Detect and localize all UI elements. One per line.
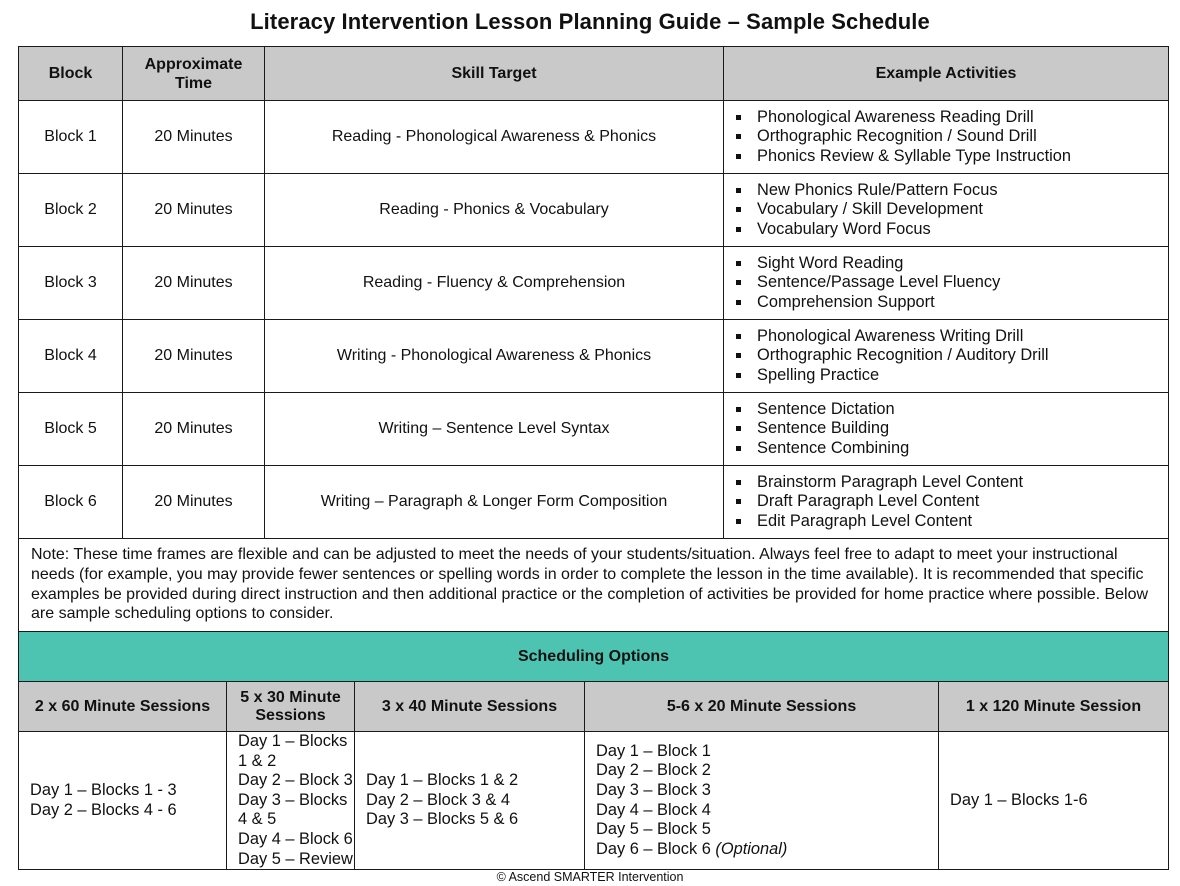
scheduling-options-row	[19, 732, 1169, 870]
activity-item: Sight Word Reading	[732, 254, 1168, 274]
option-cell	[19, 732, 227, 870]
activity-item: Brainstorm Paragraph Level Content	[732, 473, 1168, 493]
schedule-line: Day 1 – Blocks 1 & 2	[366, 771, 519, 790]
option-cell	[227, 732, 355, 870]
option-header: 1 x 120 Minute Session	[939, 682, 1169, 732]
optional-note: (Optional)	[715, 839, 788, 858]
activity-item: Phonological Awareness Reading Drill	[732, 108, 1168, 128]
note-row	[19, 539, 1169, 632]
block-cell: Block 5	[19, 393, 123, 466]
option-header: 2 x 60 Minute Sessions	[19, 682, 227, 732]
schedule-line: Day 2 – Block 2	[596, 761, 711, 780]
activity-item: Spelling Practice	[732, 366, 1168, 386]
activities-cell	[724, 174, 1169, 247]
schedule-line: Day 6 – Block 6	[596, 839, 711, 858]
skill-cell: Writing - Phonological Awareness & Phonics	[265, 320, 724, 393]
option-header: 5-6 x 20 Minute Sessions	[585, 682, 939, 732]
table-row	[19, 101, 1169, 174]
note-text: Note: These time frames are flexible and can be adjusted to meet the needs of your students/situation. Always feel free to adapt to meet your instructional needs (for example, you may provide fewer sentences or spelling words in order to complete the lesson in the time available). It is recommended that specific examples be provided during direct instruction and then additional practice or the completion of activities be provided for home practice where possible. Below are sample scheduling options to consider.	[19, 539, 1169, 632]
activity-item: Phonics Review & Syllable Type Instruction	[732, 147, 1168, 167]
activity-item: Sentence Combining	[732, 439, 1168, 459]
schedule-line: Day 4 – Block 6	[238, 829, 353, 848]
copyright-footer: © Ascend SMARTER Intervention	[496, 870, 684, 884]
block-cell: Block 6	[19, 466, 123, 539]
col-activities-header: Example Activities	[724, 47, 1169, 101]
schedule-line: Day 2 – Block 3	[238, 771, 353, 790]
lesson-plan-table	[18, 46, 1169, 870]
schedule-line: Day 5 – Review	[238, 849, 353, 868]
block-cell: Block 2	[19, 174, 123, 247]
activity-item: Sentence Building	[732, 419, 1168, 439]
skill-cell: Reading - Fluency & Comprehension	[265, 247, 724, 320]
activity-item: Phonological Awareness Writing Drill	[732, 327, 1168, 347]
schedule-line: Day 2 – Block 3 & 4	[366, 790, 510, 809]
option-cell	[585, 732, 939, 870]
schedule-line-with-note	[596, 840, 938, 860]
activity-item: Draft Paragraph Level Content	[732, 492, 1168, 512]
schedule-line: Day 1 – Blocks 1-6	[950, 790, 1088, 809]
activity-item: Comprehension Support	[732, 293, 1168, 313]
activities-cell	[724, 466, 1169, 539]
scheduling-header-row	[19, 632, 1169, 682]
table-row	[19, 466, 1169, 539]
scheduling-heading: Scheduling Options	[19, 632, 1169, 682]
option-cell	[939, 732, 1169, 870]
activities-cell	[724, 247, 1169, 320]
schedule-line: Day 4 – Block 4	[596, 800, 711, 819]
activity-item: Sentence/Passage Level Fluency	[732, 273, 1168, 293]
table-row	[19, 320, 1169, 393]
block-cell: Block 1	[19, 101, 123, 174]
skill-cell: Writing – Paragraph & Longer Form Composition	[265, 466, 724, 539]
time-cell: 20 Minutes	[123, 174, 265, 247]
schedule-line: Day 3 – Block 3	[596, 780, 711, 799]
table-row	[19, 174, 1169, 247]
time-cell: 20 Minutes	[123, 101, 265, 174]
skill-cell: Reading - Phonics & Vocabulary	[265, 174, 724, 247]
schedule-line: Day 2 – Blocks 4 - 6	[30, 800, 177, 819]
col-time-header: Approximate Time	[123, 47, 265, 101]
activities-cell	[724, 393, 1169, 466]
schedule-line: Day 3 – Blocks 5 & 6	[366, 810, 519, 829]
col-block-header: Block	[19, 47, 123, 101]
activity-item: Orthographic Recognition / Sound Drill	[732, 127, 1168, 147]
option-header: 3 x 40 Minute Sessions	[355, 682, 585, 732]
table-row	[19, 393, 1169, 466]
option-header: 5 x 30 Minute Sessions	[227, 682, 355, 732]
activity-item: Orthographic Recognition / Auditory Drill	[732, 346, 1168, 366]
activity-item: Vocabulary Word Focus	[732, 220, 1168, 240]
page-title: Literacy Intervention Lesson Planning Guide – Sample Schedule	[250, 9, 930, 34]
schedule-line: Day 1 – Block 1	[596, 741, 711, 760]
col-skill-header: Skill Target	[265, 47, 724, 101]
activity-item: Sentence Dictation	[732, 400, 1168, 420]
skill-cell: Writing – Sentence Level Syntax	[265, 393, 724, 466]
option-cell	[355, 732, 585, 870]
skill-cell: Reading - Phonological Awareness & Phonics	[265, 101, 724, 174]
activity-item: Edit Paragraph Level Content	[732, 512, 1168, 532]
schedule-line: Day 5 – Block 5	[596, 820, 711, 839]
schedule-line: Day 1 – Blocks 1 - 3	[30, 780, 177, 799]
scheduling-options-header-row	[19, 682, 1169, 732]
block-cell: Block 3	[19, 247, 123, 320]
time-cell: 20 Minutes	[123, 393, 265, 466]
activity-item: New Phonics Rule/Pattern Focus	[732, 181, 1168, 201]
table-row	[19, 247, 1169, 320]
schedule-line: Day 3 – Blocks 4 & 5	[238, 790, 348, 829]
activities-cell	[724, 320, 1169, 393]
block-cell: Block 4	[19, 320, 123, 393]
time-cell: 20 Minutes	[123, 247, 265, 320]
schedule-line: Day 1 – Blocks 1 & 2	[238, 732, 348, 770]
time-cell: 20 Minutes	[123, 320, 265, 393]
activities-cell	[724, 101, 1169, 174]
header-row	[19, 47, 1169, 101]
activity-item: Vocabulary / Skill Development	[732, 200, 1168, 220]
time-cell: 20 Minutes	[123, 466, 265, 539]
